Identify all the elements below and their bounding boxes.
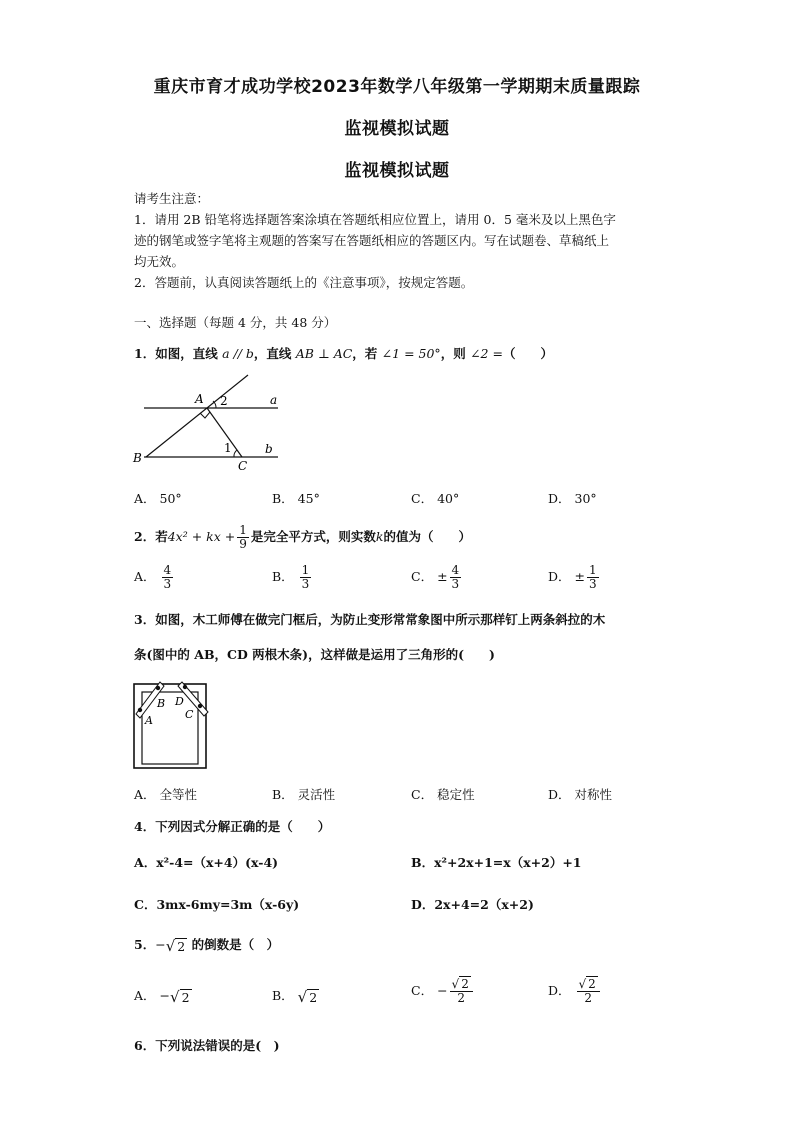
q3-label-D: D: [175, 695, 184, 708]
q1-expr-parallel: a // b: [222, 346, 254, 361]
doc-title-line3: 监视模拟试题: [344, 161, 450, 181]
q5-minus: −: [155, 937, 166, 952]
q1-label-B: B: [133, 451, 142, 465]
q1-angle2-arc: [213, 401, 216, 408]
q3-option-c[interactable]: C． 稳定性: [411, 787, 475, 802]
q1-option-a[interactable]: A． 50°: [134, 491, 182, 506]
q1-text-b: ，直线: [253, 346, 292, 361]
q3-nail-D: [183, 685, 187, 689]
q1-label-2: 2: [220, 394, 228, 408]
q1-text-d: ，则: [440, 346, 466, 361]
q3-option-d[interactable]: D． 对称性: [548, 787, 613, 802]
q2-option-a[interactable]: A． $\frac{4}{3}$: [134, 563, 172, 591]
q3-stem-line1: 3．如图，木工师傅在做完门框后，为防止变形常常象图中所示那样钉上两条斜拉的木: [134, 612, 606, 627]
q1-number: 1．: [134, 346, 156, 361]
q2-number: 2．: [134, 529, 156, 544]
q3-nail-B: [156, 686, 160, 690]
q4-option-b[interactable]: B．x²+2x+1=x（x+2）+1: [411, 855, 582, 870]
q2-var-k: k: [375, 529, 384, 544]
q5-number: 5．: [134, 937, 156, 952]
q1-label-A: A: [195, 392, 204, 406]
doc-title-line2: 监视模拟试题: [344, 119, 450, 139]
q3-nail-C: [198, 704, 202, 708]
notice-heading: 请考生注意：: [134, 191, 210, 206]
q1-expr-perp: AB ⊥ AC: [295, 346, 353, 361]
notice-item1-line3: 均无效。: [134, 254, 185, 269]
q6-stem: 6．下列说法错误的是( ): [134, 1038, 280, 1053]
q1-angle1-arc: [234, 450, 237, 457]
q1-text-e: （ ）: [502, 346, 553, 361]
q2-option-b[interactable]: B． $\frac{1}{3}$: [272, 563, 310, 591]
q1-option-b[interactable]: B． 45°: [272, 491, 320, 506]
q1-stem: [134, 344, 553, 362]
q1-label-a: a: [270, 393, 278, 407]
q1-label-b: b: [265, 442, 273, 456]
q3-label-A: A: [145, 714, 153, 727]
q1-expr-angle2: ∠2 =: [470, 346, 503, 361]
q2-text-b: 是完全平方式，则实数: [250, 529, 376, 544]
q2-text-c: 的值为（ ）: [383, 529, 471, 544]
q5-option-b[interactable]: B． √ 2: [272, 987, 318, 1006]
q5-sqrt: √ 2: [165, 936, 186, 955]
q4-option-d[interactable]: D．2x+4=2（x+2): [411, 897, 534, 912]
q1-text-a: 如图，直线: [155, 346, 218, 361]
q4-option-c[interactable]: C．3mx-6my=3m（x-6y): [134, 897, 300, 912]
q1-option-c[interactable]: C． 40°: [411, 491, 460, 506]
q3-stem-line2: 条(图中的 AB，CD 两根木条)，这样做是运用了三角形的( ): [134, 647, 495, 662]
q3-nail-A: [138, 708, 142, 712]
q5-option-a[interactable]: A． −√ 2: [134, 987, 190, 1006]
q2-expr: 4x² + kx +: [167, 529, 236, 544]
q3-label-C: C: [185, 708, 194, 721]
doc-title-line1: 重庆市育才成功学校2023年数学八年级第一学期期末质量跟踪: [153, 77, 641, 97]
section1-heading: 一、选择题（每题 4 分，共 48 分）: [134, 315, 337, 330]
notice-item1-line1: 1．请用 2B 铅笔将选择题答案涂填在答题纸相应位置上，请用 0．5 毫米及以上黑色字: [134, 212, 616, 227]
q1-option-d[interactable]: D． 30°: [548, 491, 597, 506]
q2-option-c[interactable]: C． ± $\frac{4}{3}$: [411, 563, 460, 591]
q2-fraction: $\frac{1}{9}$: [239, 523, 247, 551]
q5-option-d[interactable]: D． $\frac{√ 2}{2}$: [548, 978, 602, 1005]
q2-text-a: 若: [155, 529, 168, 544]
q2-option-d[interactable]: D． ± $\frac{1}{3}$: [548, 563, 597, 591]
q5-option-c[interactable]: C． − $\frac{√ 2}{2}$: [411, 978, 475, 1005]
q1-label-C: C: [238, 459, 248, 473]
q1-label-1: 1: [224, 441, 232, 455]
q3-option-a[interactable]: A． 全等性: [134, 787, 198, 802]
q1-figure: [130, 370, 290, 475]
notice-item2: 2．答题前，认真阅读答题纸上的《注意事项》，按规定答题。: [134, 275, 474, 290]
q3-figure: [130, 678, 220, 773]
q1-text-c: ，若: [352, 346, 378, 361]
q4-option-a[interactable]: A．x²-4=（x+4）(x-4): [134, 855, 279, 870]
q3-option-b[interactable]: B． 灵活性: [272, 787, 336, 802]
q2-stem: [134, 524, 471, 551]
notice-item1-line2: 迹的钢笔或签字笔将主观题的答案写在答题纸相应的答题区内。写在试题卷、草稿纸上: [134, 233, 610, 248]
q5-text: 的倒数是（ ）: [191, 937, 280, 952]
q1-expr-angle1: ∠1 = 50°: [381, 346, 441, 361]
q3-label-B: B: [157, 697, 166, 710]
q4-stem: 4．下列因式分解正确的是（ ）: [134, 819, 331, 834]
q5-stem: [134, 935, 279, 955]
